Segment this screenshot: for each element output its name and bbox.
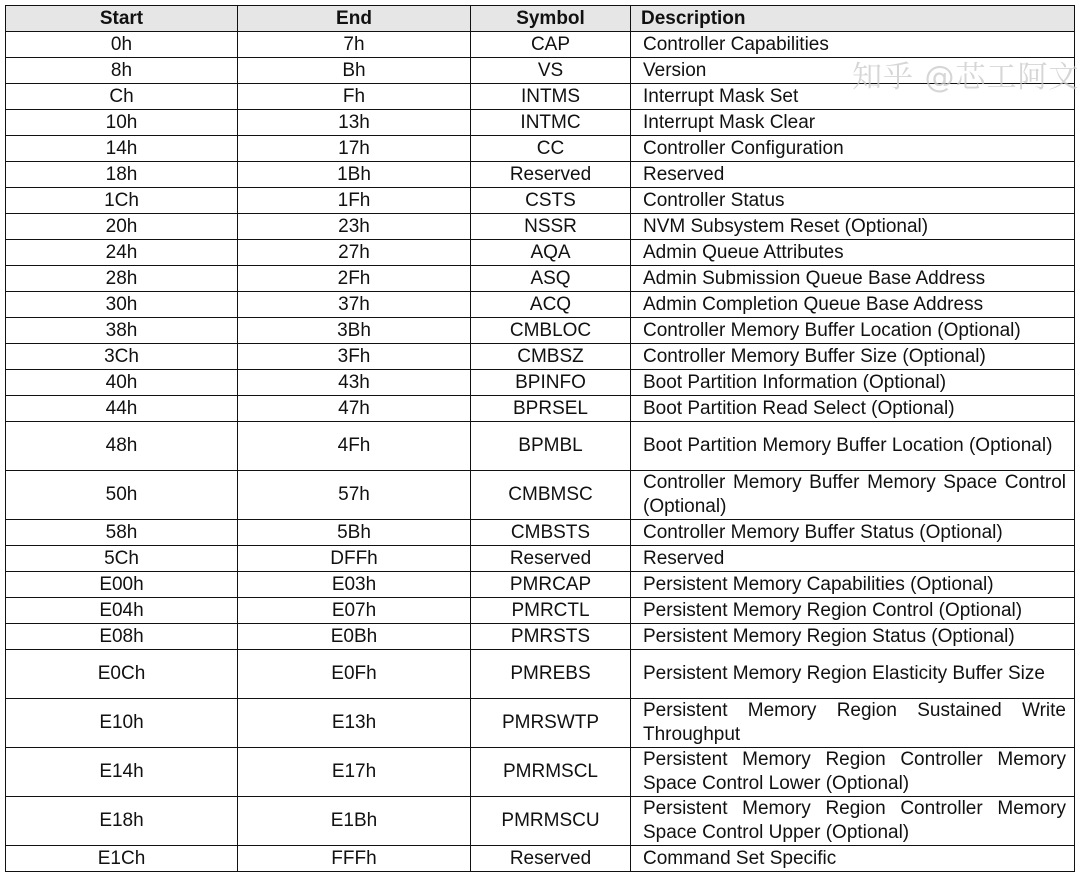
cell-description: Boot Partition Read Select (Optional) [631,396,1075,422]
cell-start: 28h [6,266,238,292]
table-row [6,318,1075,344]
cell-start: 5Ch [6,546,238,572]
cell-symbol: PMRMSCL [471,748,631,797]
cell-symbol: Reserved [471,846,631,872]
cell-end: 4Fh [238,422,471,471]
cell-symbol: CMBMSC [471,471,631,520]
cell-description: Reserved [631,162,1075,188]
cell-description: Persistent Memory Capabilities (Optional) [631,572,1075,598]
cell-end: E13h [238,699,471,748]
cell-description: Interrupt Mask Clear [631,110,1075,136]
cell-end: 17h [238,136,471,162]
cell-end: Bh [238,58,471,84]
header-description: Description [631,6,1075,32]
cell-end: 27h [238,240,471,266]
cell-description: Controller Memory Buffer Memory Space Control (Optional) [631,471,1075,520]
cell-end: 43h [238,370,471,396]
cell-description: Persistent Memory Region Sustained Write Throughput [631,699,1075,748]
table-row [6,422,1075,471]
table-row [6,797,1075,846]
cell-description: Reserved [631,546,1075,572]
header-row [6,6,1075,32]
cell-description: Controller Memory Buffer Status (Optional) [631,520,1075,546]
cell-symbol: PMREBS [471,650,631,699]
cell-start: 8h [6,58,238,84]
cell-start: 30h [6,292,238,318]
cell-description: Command Set Specific [631,846,1075,872]
cell-start: E18h [6,797,238,846]
cell-start: 38h [6,318,238,344]
watermark: 知乎 @芯工阿文 [852,60,1080,95]
cell-end: 57h [238,471,471,520]
cell-end: E03h [238,572,471,598]
cell-start: E0Ch [6,650,238,699]
cell-description: Persistent Memory Region Controller Memory Space Control Lower (Optional) [631,748,1075,797]
table-row [6,598,1075,624]
cell-symbol: CSTS [471,188,631,214]
cell-start: 44h [6,396,238,422]
register-table [5,5,1075,872]
cell-description: Boot Partition Memory Buffer Location (Optional) [631,422,1075,471]
table-row [6,162,1075,188]
cell-symbol: CMBSZ [471,344,631,370]
cell-symbol: CMBSTS [471,520,631,546]
cell-start: 14h [6,136,238,162]
cell-description: Persistent Memory Region Status (Optional) [631,624,1075,650]
table-row [6,214,1075,240]
cell-start: 3Ch [6,344,238,370]
header-symbol: Symbol [471,6,631,32]
cell-symbol: Reserved [471,546,631,572]
cell-start: 0h [6,32,238,58]
cell-symbol: ACQ [471,292,631,318]
cell-symbol: BPRSEL [471,396,631,422]
header-end: End [238,6,471,32]
cell-symbol: PMRMSCU [471,797,631,846]
table-row [6,546,1075,572]
cell-end: DFFh [238,546,471,572]
cell-description: Persistent Memory Region Control (Optional) [631,598,1075,624]
cell-start: Ch [6,84,238,110]
table-row [6,136,1075,162]
cell-description: Controller Status [631,188,1075,214]
table-row [6,846,1075,872]
table-row [6,572,1075,598]
cell-description: Persistent Memory Region Elasticity Buffer Size [631,650,1075,699]
cell-start: 48h [6,422,238,471]
cell-description: Controller Memory Buffer Location (Optional) [631,318,1075,344]
cell-end: 5Bh [238,520,471,546]
cell-end: 13h [238,110,471,136]
table-row [6,520,1075,546]
cell-symbol: BPMBL [471,422,631,471]
cell-end: 23h [238,214,471,240]
cell-start: E1Ch [6,846,238,872]
cell-description: Controller Memory Buffer Size (Optional) [631,344,1075,370]
cell-end: FFFh [238,846,471,872]
cell-symbol: CAP [471,32,631,58]
cell-start: 18h [6,162,238,188]
cell-symbol: PMRCAP [471,572,631,598]
cell-end: 1Fh [238,188,471,214]
table-row [6,624,1075,650]
cell-end: E07h [238,598,471,624]
table-row [6,266,1075,292]
table-row [6,84,1075,110]
cell-description: Controller Configuration [631,136,1075,162]
cell-symbol: BPINFO [471,370,631,396]
cell-description: NVM Subsystem Reset (Optional) [631,214,1075,240]
cell-start: E14h [6,748,238,797]
table-row [6,471,1075,520]
cell-symbol: CMBLOC [471,318,631,344]
table-row [6,58,1075,84]
table-row [6,292,1075,318]
cell-end: E1Bh [238,797,471,846]
cell-end: 2Fh [238,266,471,292]
cell-end: E17h [238,748,471,797]
cell-description: Persistent Memory Region Controller Memory Space Control Upper (Optional) [631,797,1075,846]
table-row [6,699,1075,748]
table-row [6,344,1075,370]
cell-description: Admin Queue Attributes [631,240,1075,266]
cell-symbol: AQA [471,240,631,266]
cell-symbol: CC [471,136,631,162]
table-row [6,240,1075,266]
table-row [6,396,1075,422]
cell-end: 3Bh [238,318,471,344]
cell-symbol: PMRSTS [471,624,631,650]
cell-start: E08h [6,624,238,650]
cell-end: 37h [238,292,471,318]
table-row [6,748,1075,797]
cell-description: Version [631,58,1075,84]
cell-end: 3Fh [238,344,471,370]
table-row [6,32,1075,58]
cell-end: 47h [238,396,471,422]
table-row [6,370,1075,396]
cell-start: 1Ch [6,188,238,214]
cell-symbol: ASQ [471,266,631,292]
cell-end: 7h [238,32,471,58]
cell-end: 1Bh [238,162,471,188]
cell-description: Admin Submission Queue Base Address [631,266,1075,292]
cell-start: 24h [6,240,238,266]
cell-start: E04h [6,598,238,624]
cell-description: Interrupt Mask Set [631,84,1075,110]
cell-start: E00h [6,572,238,598]
cell-description: Boot Partition Information (Optional) [631,370,1075,396]
header-start: Start [6,6,238,32]
table-row [6,650,1075,699]
cell-start: E10h [6,699,238,748]
cell-end: Fh [238,84,471,110]
cell-symbol: Reserved [471,162,631,188]
cell-description: Controller Capabilities [631,32,1075,58]
cell-symbol: PMRSWTP [471,699,631,748]
cell-symbol: VS [471,58,631,84]
cell-start: 40h [6,370,238,396]
cell-end: E0Fh [238,650,471,699]
cell-end: E0Bh [238,624,471,650]
cell-start: 50h [6,471,238,520]
cell-start: 58h [6,520,238,546]
cell-symbol: PMRCTL [471,598,631,624]
cell-start: 10h [6,110,238,136]
cell-start: 20h [6,214,238,240]
table-row [6,188,1075,214]
cell-description: Admin Completion Queue Base Address [631,292,1075,318]
cell-symbol: INTMC [471,110,631,136]
cell-symbol: NSSR [471,214,631,240]
cell-symbol: INTMS [471,84,631,110]
table-row [6,110,1075,136]
